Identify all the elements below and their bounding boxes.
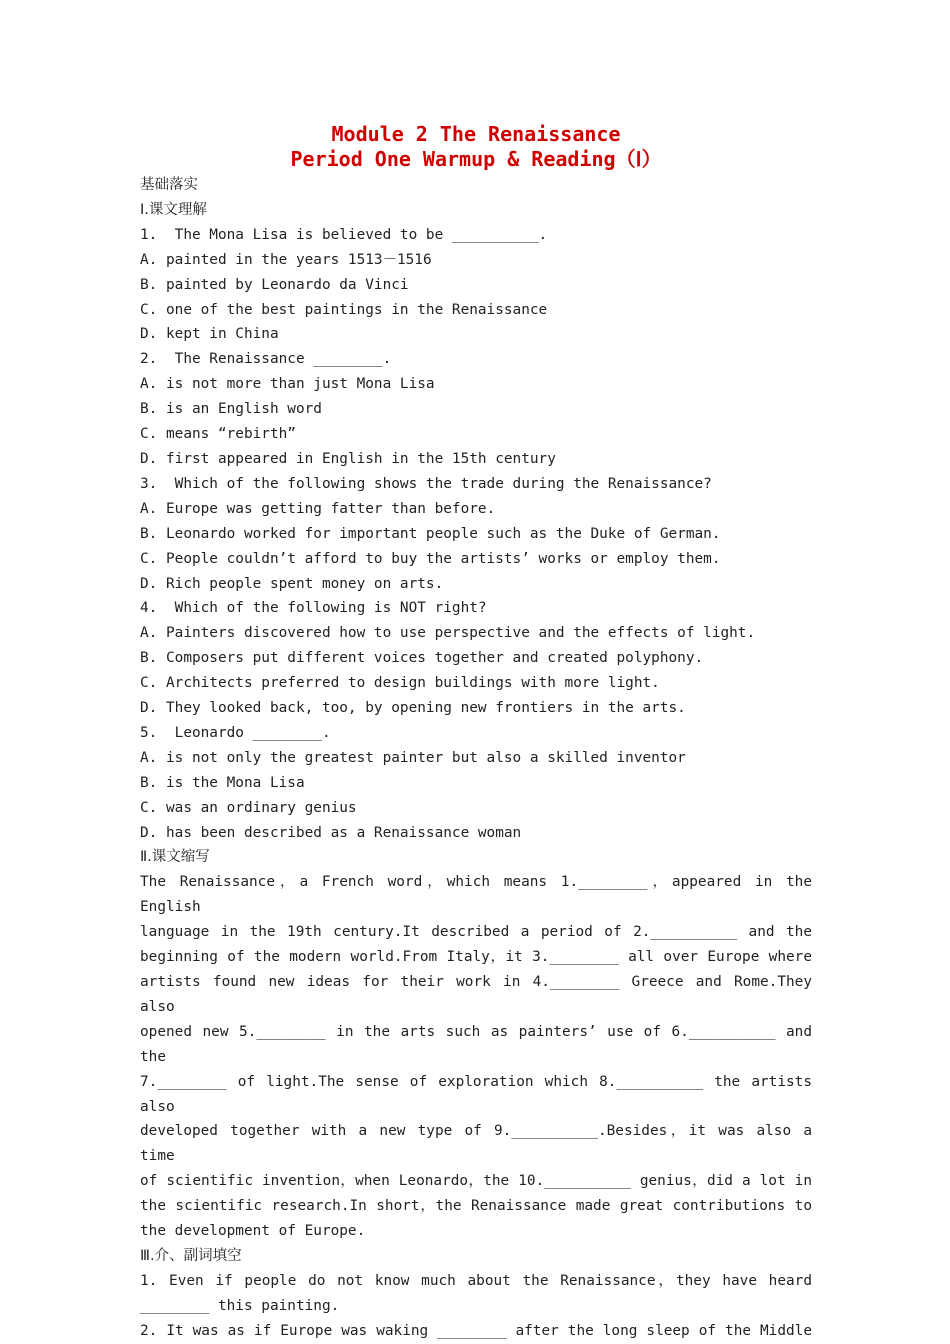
option-c: C. means “rebirth” — [140, 426, 296, 443]
section3-heading: Ⅲ.介、副词填空 — [140, 1247, 242, 1264]
section1-heading: Ⅰ.课文理解 — [140, 201, 207, 218]
summary-line: opened new 5.________ in the arts such as painters’ use of 6.__________ and the — [140, 1023, 812, 1065]
summary-line: artists found new ideas for their work in 4.________ Greece and Rome.They also — [140, 974, 812, 1015]
question-2 — [140, 347, 812, 472]
module-title: Module 2 The Renaissance — [331, 122, 621, 146]
option-a: A. is not only the greatest painter but also a skilled inventor — [140, 749, 686, 766]
question-stem: 5. Leonardo ________. — [140, 724, 331, 741]
summary-line: The Renaissance，a French word，which means 1.________，appeared in the English — [140, 874, 812, 916]
section-basic-heading: 基础落实 — [140, 177, 198, 193]
question-1 — [140, 223, 812, 348]
option-d: D. kept in China — [140, 326, 279, 343]
fill-line: 2. It was as if Europe was waking ________ after the long sleep of the Middle — [140, 1322, 812, 1339]
section2-heading: Ⅱ.课文缩写 — [140, 849, 210, 866]
option-b: B. Leonardo worked for important people such as the Duke of German. — [140, 525, 721, 542]
option-c: C. was an ordinary genius — [140, 799, 357, 816]
fill-line: 1. Even if people do not know much about the Renaissance，they have heard — [140, 1272, 812, 1289]
question-stem: 4. Which of the following is NOT right? — [140, 600, 487, 617]
summary-line: developed together with a new type of 9.__________.Besides，it was also a time — [140, 1123, 812, 1165]
option-d: D. Rich people spent money on arts. — [140, 575, 444, 592]
question-stem: 2. The Renaissance ________. — [140, 351, 392, 368]
option-b: B. is an English word — [140, 401, 322, 418]
fill-blank-exercise — [140, 1269, 812, 1344]
summary-line: 7.________ of light.The sense of exploration which 8.__________ the artists also — [140, 1073, 812, 1115]
document-page — [140, 122, 812, 1344]
option-a: A. Europe was getting fatter than before. — [140, 500, 496, 517]
summary-line: language in the 19th century.It described a period of 2.__________ and the — [140, 924, 812, 941]
option-c: C. one of the best paintings in the Renaissance — [140, 301, 548, 318]
option-d: D. They looked back, too, by opening new frontiers in the arts. — [140, 700, 686, 717]
question-3 — [140, 472, 812, 597]
summary-line: of scientific invention，when Leonardo，the 10.__________ genius，did a lot in — [140, 1173, 812, 1190]
option-a: A. painted in the years 1513－1516 — [140, 251, 432, 268]
summary-line: the development of Europe. — [140, 1223, 366, 1240]
question-5 — [140, 721, 812, 846]
question-stem: 1. The Mona Lisa is believed to be __________. — [140, 226, 548, 243]
option-d: D. has been described as a Renaissance woman — [140, 824, 522, 841]
question-4 — [140, 596, 812, 721]
summary-line: the scientific research.In short，the Renaissance made great contributions to — [140, 1198, 812, 1215]
option-c: C. People couldn’t afford to buy the artists’ works or employ them. — [140, 550, 721, 567]
fill-line: ________ this painting. — [140, 1297, 340, 1314]
summary-paragraph — [140, 870, 812, 1244]
question-stem: 3. Which of the following shows the trade during the Renaissance? — [140, 475, 712, 492]
option-a: A. is not more than just Mona Lisa — [140, 376, 435, 393]
option-b: B. Composers put different voices together and created polyphony. — [140, 650, 704, 667]
option-b: B. painted by Leonardo da Vinci — [140, 276, 409, 293]
option-c: C. Architects preferred to design buildings with more light. — [140, 675, 660, 692]
option-d: D. first appeared in English in the 15th century — [140, 450, 556, 467]
option-b: B. is the Mona Lisa — [140, 774, 305, 791]
period-title: Period One Warmup & Reading（Ⅰ） — [290, 147, 662, 171]
summary-line: beginning of the modern world.From Italy，it 3.________ all over Europe where — [140, 949, 812, 966]
option-a: A. Painters discovered how to use perspective and the effects of light. — [140, 625, 756, 642]
